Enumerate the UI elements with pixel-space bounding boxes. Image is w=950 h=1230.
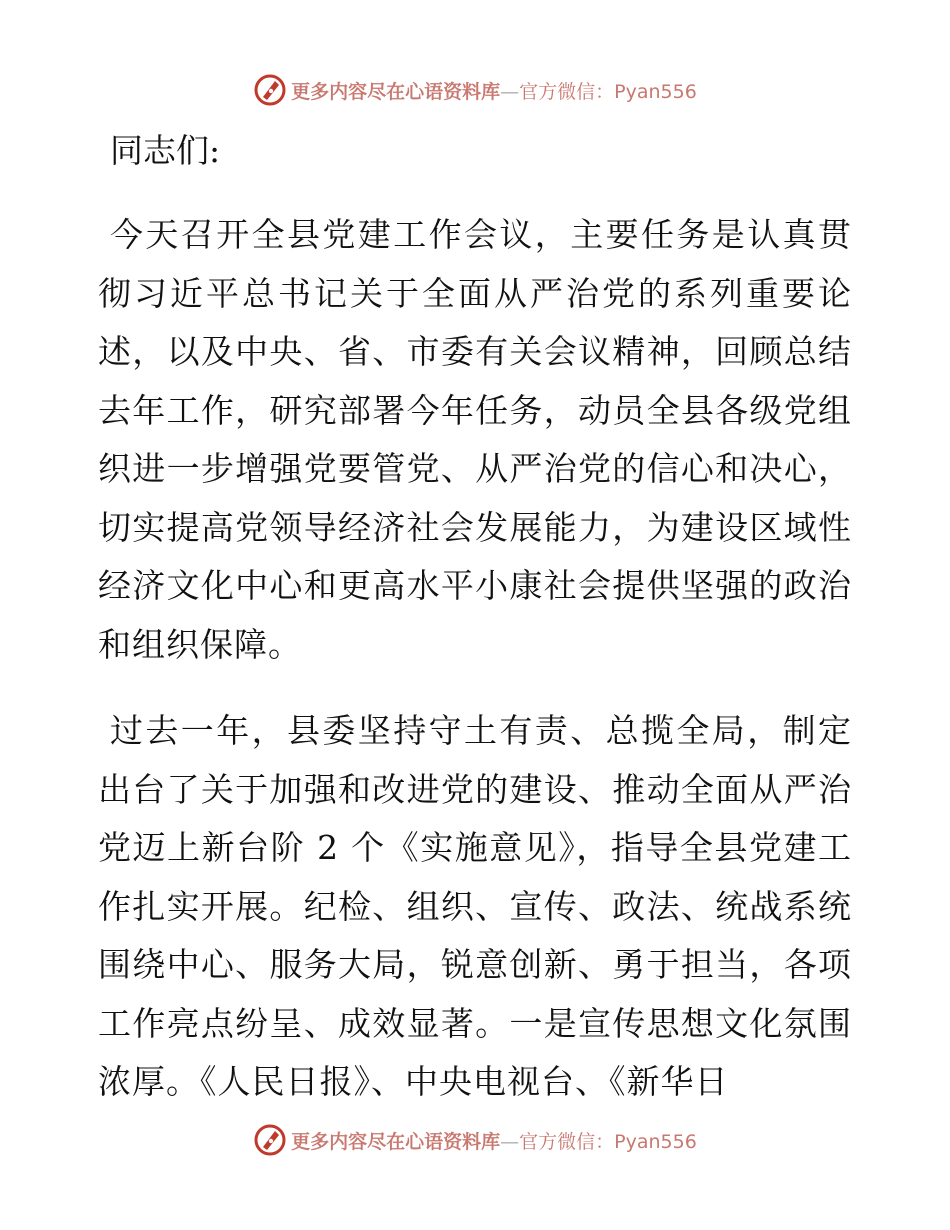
watermark-main-text: 更多内容尽在心语资料库 xyxy=(291,1130,501,1153)
watermark-text xyxy=(291,1127,697,1154)
watermark-account-text: 官方微信：Pyan556 xyxy=(519,1130,697,1153)
paragraph: 过去一年，县委坚持守土有责、总揽全局，制定出台了关于加强和改进党的建设、推动全面从严治党迈上新台阶 2 个《实施意见》，指导全县党建工作扎实开展。纪检、组织、宣传、政法、统战系统围绕中心、服务大局，锐意创新、勇于担当，各项工作亮点纷呈、成效显著。一是宣传思想文化氛围浓厚。《人民日报》、中央电视台、《新华日 xyxy=(98,711,852,1101)
watermark-text xyxy=(291,77,697,104)
watermark-main-text: 更多内容尽在心语资料库 xyxy=(291,80,501,103)
paragraph: 今天召开全县党建工作会议，主要任务是认真贯彻习近平总书记关于全面从严治党的系列重要论述，以及中央、省、市委有关会议精神，回顾总结去年工作，研究部署今年任务，动员全县各级党组织进一步增强党要管党、从严治党的信心和决心，切实提高党领导经济社会发展能力，为建设区域性经济文化中心和更高水平小康社会提供坚强的政治和组织保障。 xyxy=(98,215,852,664)
footer-watermark xyxy=(0,1120,950,1160)
greeting: 同志们: xyxy=(110,131,221,170)
document-body xyxy=(98,118,852,1112)
pen-nib-logo-icon xyxy=(253,73,287,107)
watermark-separator: — xyxy=(500,80,520,103)
pen-nib-logo-icon xyxy=(253,1123,287,1157)
watermark-account-text: 官方微信：Pyan556 xyxy=(519,80,697,103)
watermark-separator: — xyxy=(500,1130,520,1153)
header-watermark xyxy=(0,70,950,110)
